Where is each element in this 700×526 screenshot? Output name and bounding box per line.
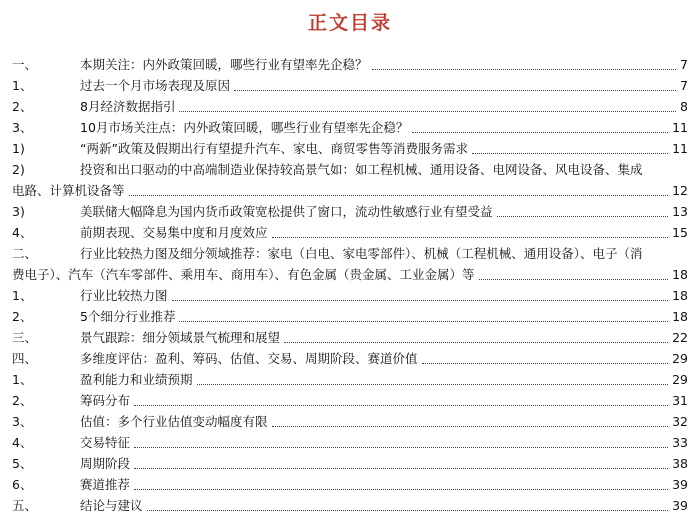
toc-entry[interactable] [0, 138, 700, 159]
toc-entry-text: 行业比较热力图 [80, 288, 168, 303]
toc-entry[interactable] [0, 453, 700, 474]
toc-entry-page-number: 15 [670, 222, 688, 243]
toc-entry-page-number: 32 [670, 411, 688, 432]
toc-entry[interactable] [0, 474, 700, 495]
dot-leader [372, 69, 676, 70]
toc-entry[interactable] [0, 327, 700, 348]
dot-leader [272, 426, 668, 427]
toc-entry-page-number: 29 [670, 369, 688, 390]
dot-leader [134, 405, 668, 406]
toc-entry-number: 1、 [12, 78, 33, 93]
dot-leader [472, 153, 668, 154]
dot-leader [284, 342, 668, 343]
dot-leader [134, 447, 668, 448]
toc-entry-number: 3) [12, 204, 25, 219]
dot-leader [129, 195, 668, 196]
toc-entry[interactable] [0, 348, 700, 369]
toc-entry-text: 景气跟踪：细分领域景气梳理和展望 [80, 330, 281, 345]
dot-leader [147, 510, 668, 511]
toc-entry-page-number: 39 [670, 474, 688, 495]
toc-entry[interactable] [0, 432, 700, 453]
page-title: 正文目录 [307, 12, 392, 34]
toc-entry-text: 本期关注：内外政策回暖，哪些行业有望率先企稳？ [80, 57, 368, 72]
toc-entry-text: 前期表现、交易集中度和月度效应 [80, 225, 268, 240]
toc-entry-number: 五、 [12, 498, 38, 513]
toc-entry-text: 估值：多个行业估值变动幅度有限 [80, 414, 268, 429]
toc-entry-text: 美联储大幅降息为国内货币政策宽松提供了窗口，流动性敏感行业有望受益 [80, 204, 493, 219]
toc-entry[interactable] [0, 243, 700, 285]
toc-entry-text: 8月经济数据指引 [80, 99, 176, 114]
toc-entry-text: 筹码分布 [80, 393, 131, 408]
toc-entry-text: 结论与建议 [80, 498, 143, 513]
toc-entry[interactable] [0, 495, 700, 516]
toc-entry[interactable] [0, 222, 700, 243]
toc-entry-page-number: 22 [670, 327, 688, 348]
toc-entry-text: “两新”政策及假期出行有望提升汽车、家电、商贸零售等消费服务需求 [80, 141, 468, 156]
dot-leader [134, 489, 668, 490]
toc-entry-number: 3、 [12, 120, 33, 135]
toc-entry[interactable] [0, 54, 700, 75]
toc-entry[interactable] [0, 306, 700, 327]
toc-entry[interactable] [0, 411, 700, 432]
toc-entry-text: 多维度评估：盈利、筹码、估值、交易、周期阶段、赛道价值 [80, 351, 418, 366]
toc-entry-page-number: 7 [678, 54, 688, 75]
toc-entry-page-number: 31 [670, 390, 688, 411]
toc-entry-page-number: 8 [678, 96, 688, 117]
toc-entry-text-continued: 费电子）、汽车（汽车零部件、乘用车、商用车）、有色金属（贵金属、工业金属）等 [12, 267, 475, 282]
toc-entry-text: 投资和出口驱动的中高端制造业保持较高景气如：如工程机械、通用设备、电网设备、风电设备、集成 [80, 162, 643, 177]
toc-entry-number: 4、 [12, 225, 33, 240]
toc-entry[interactable] [0, 96, 700, 117]
table-of-contents [0, 54, 700, 516]
dot-leader [197, 384, 668, 385]
toc-entry-text: 赛道推荐 [80, 477, 131, 492]
toc-entry[interactable] [0, 369, 700, 390]
toc-entry-page-number: 12 [670, 180, 688, 201]
dot-leader [479, 279, 668, 280]
toc-entry-number: 1、 [12, 372, 33, 387]
dot-leader [179, 111, 676, 112]
toc-entry[interactable] [0, 75, 700, 96]
toc-entry-page-number: 39 [670, 495, 688, 516]
toc-entry-text: 过去一个月市场表现及原因 [80, 78, 231, 93]
toc-entry-page-number: 11 [670, 138, 688, 159]
dot-leader [179, 321, 668, 322]
toc-entry-number: 2、 [12, 309, 33, 324]
toc-entry[interactable] [0, 159, 700, 201]
toc-entry-page-number: 18 [670, 285, 688, 306]
toc-entry-number: 2、 [12, 99, 33, 114]
toc-entry-number: 四、 [12, 351, 38, 366]
toc-entry-page-number: 38 [670, 453, 688, 474]
toc-entry-text: 行业比较热力图及细分领域推荐：家电（白电、家电零部件）、机械（工程机械、通用设备）、电子（消 [80, 246, 643, 261]
toc-entry[interactable] [0, 201, 700, 222]
toc-entry-text-continued: 电路、计算机设备等 [12, 183, 125, 198]
toc-entry-number: 5、 [12, 456, 33, 471]
toc-entry-page-number: 18 [670, 306, 688, 327]
toc-entry-number: 1、 [12, 288, 33, 303]
toc-entry-number: 一、 [12, 57, 38, 72]
toc-entry-number: 6、 [12, 477, 33, 492]
toc-entry-text: 10月市场关注点：内外政策回暖，哪些行业有望率先企稳？ [80, 120, 409, 135]
toc-entry-number: 二、 [12, 246, 38, 261]
dot-leader [412, 132, 668, 133]
toc-entry-number: 三、 [12, 330, 38, 345]
toc-entry[interactable] [0, 390, 700, 411]
dot-leader [172, 300, 668, 301]
toc-entry-page-number: 33 [670, 432, 688, 453]
toc-entry-number: 2、 [12, 393, 33, 408]
toc-entry-page-number: 13 [670, 201, 688, 222]
toc-entry-page-number: 29 [670, 348, 688, 369]
toc-entry-number: 2) [12, 162, 25, 177]
toc-entry-text: 盈利能力和业绩预期 [80, 372, 193, 387]
toc-entry-text: 周期阶段 [80, 456, 131, 471]
dot-leader [134, 468, 668, 469]
toc-entry-page-number: 11 [670, 117, 688, 138]
dot-leader [272, 237, 668, 238]
toc-entry-page-number: 18 [670, 264, 688, 285]
toc-entry-text: 5个细分行业推荐 [80, 309, 176, 324]
dot-leader [422, 363, 668, 364]
toc-entry-page-number: 7 [678, 75, 688, 96]
toc-entry-number: 4、 [12, 435, 33, 450]
toc-entry-text: 交易特征 [80, 435, 131, 450]
toc-entry[interactable] [0, 285, 700, 306]
toc-entry-number: 3、 [12, 414, 33, 429]
dot-leader [234, 90, 676, 91]
dot-leader [497, 216, 668, 217]
toc-entry[interactable] [0, 117, 700, 138]
toc-entry-number: 1) [12, 141, 25, 156]
